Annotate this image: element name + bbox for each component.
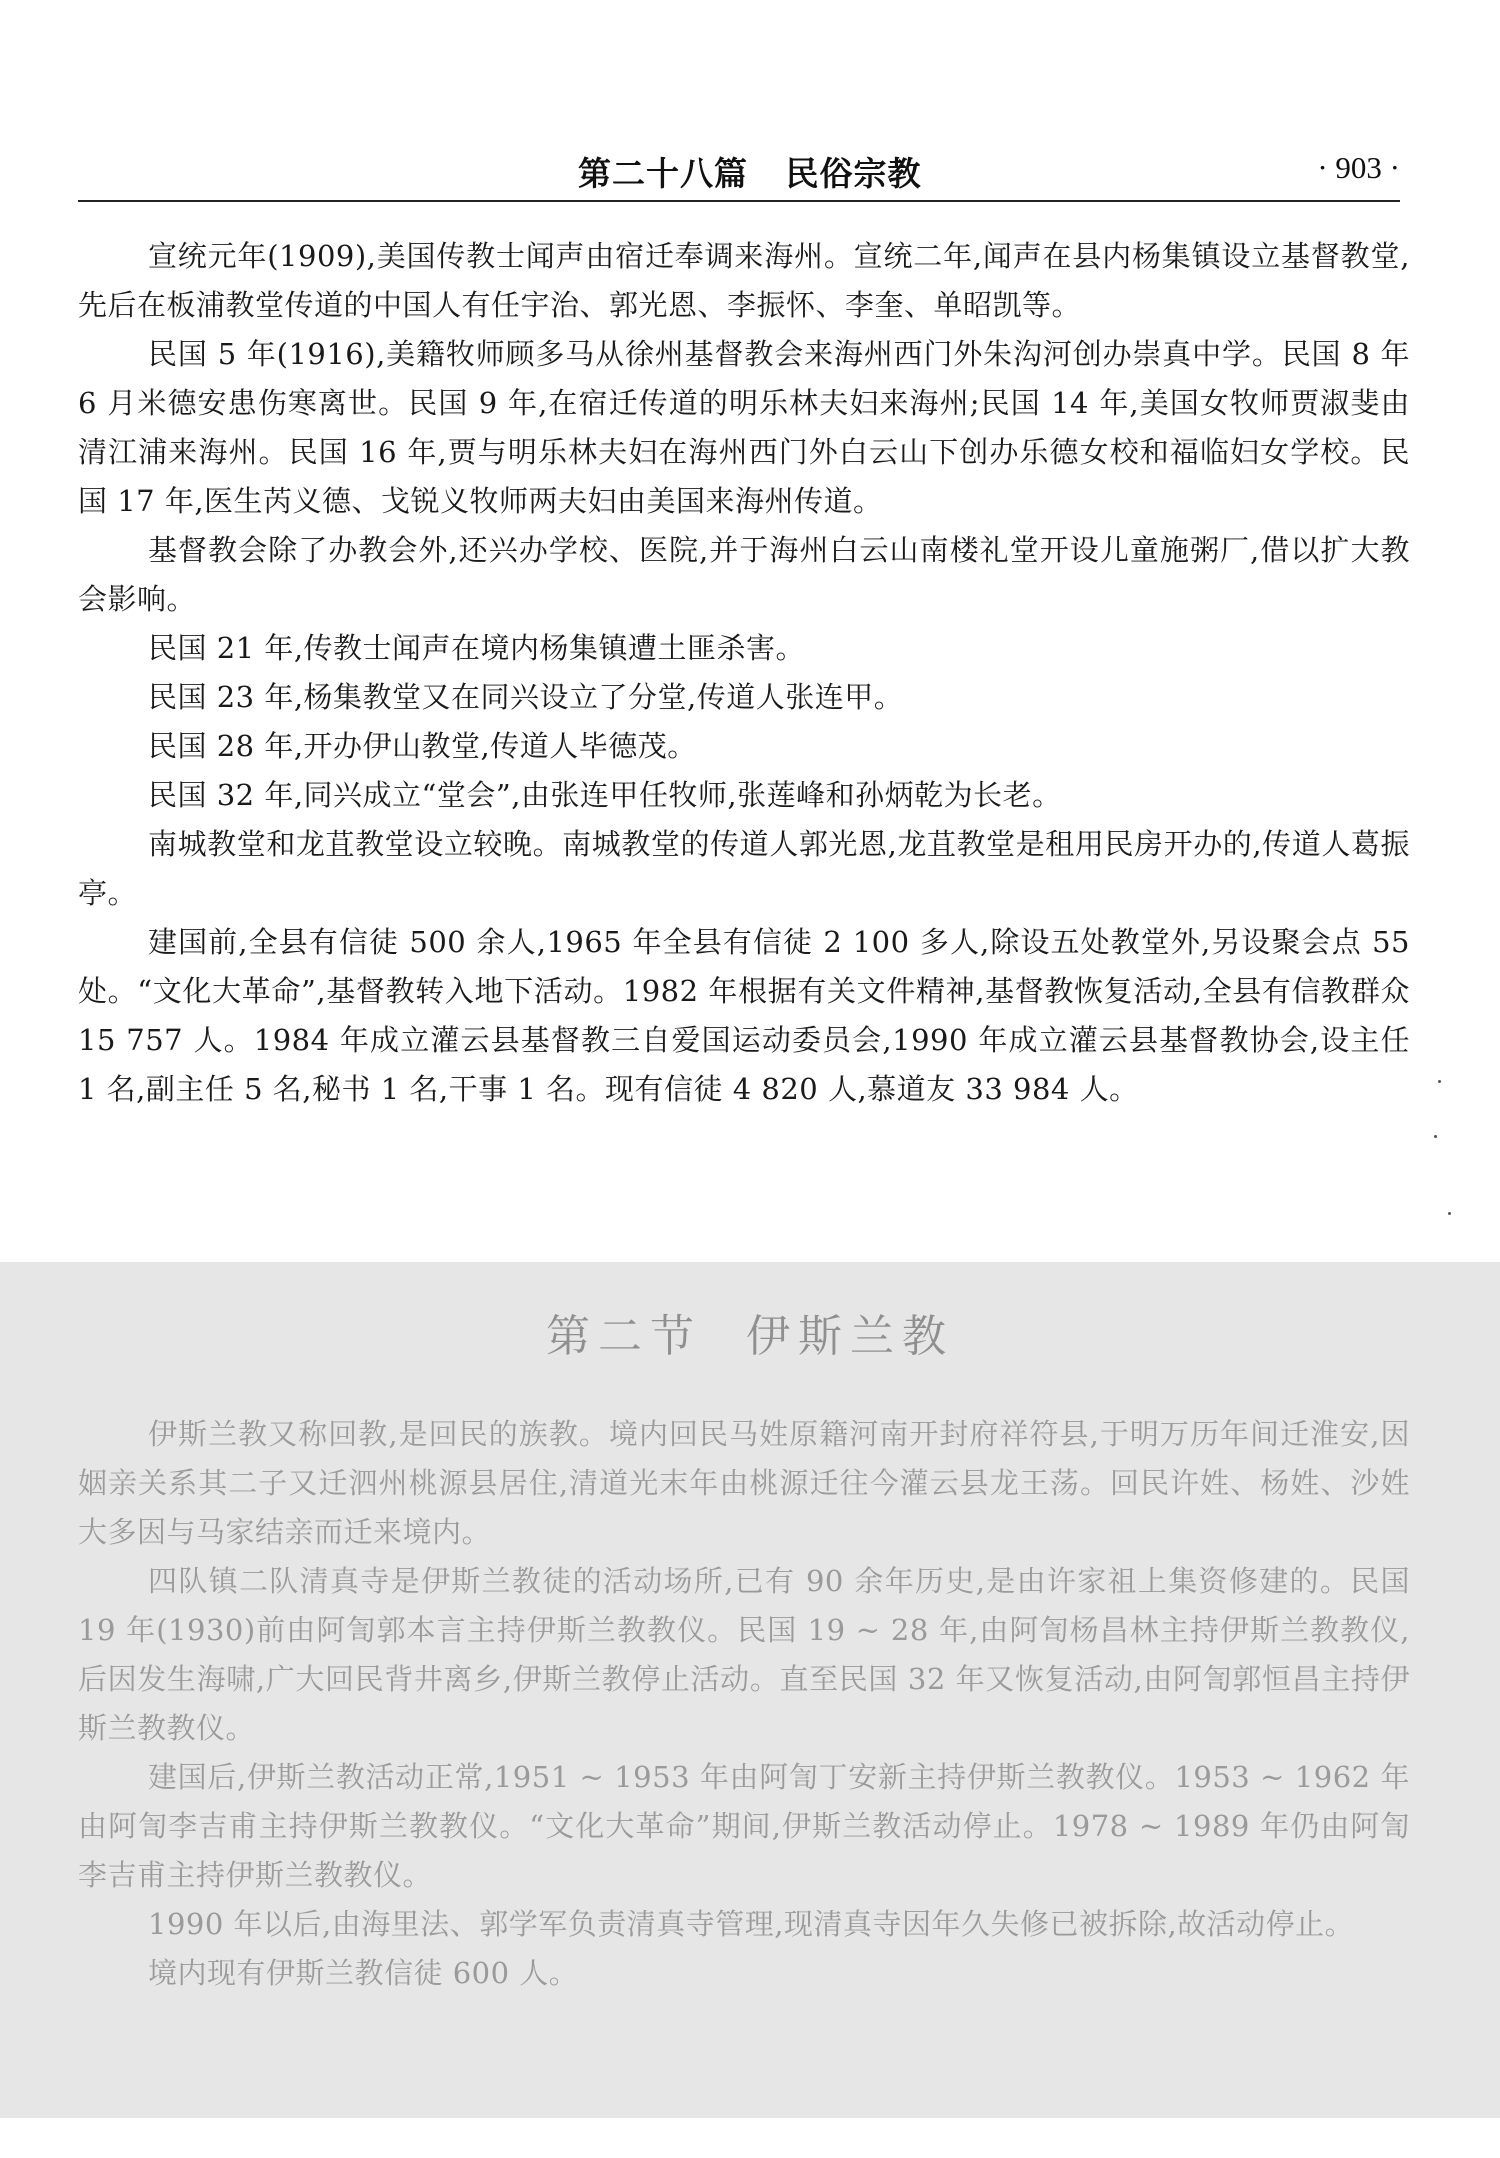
page-number: · 903 · — [1317, 150, 1400, 185]
paragraph: 民国 28 年,开办伊山教堂,传道人毕德茂。 — [148, 729, 697, 763]
paragraph: 南城教堂和龙苴教堂设立较晚。南城教堂的传道人郭光恩,龙苴教堂是租用民房开办的,传道人葛振亭。 — [78, 827, 1410, 910]
stray-mark — [1434, 1135, 1437, 1138]
paragraph: 伊斯兰教又称回教,是回民的族教。境内回民马姓原籍河南开封府祥符县,于明万历年间迁淮安,因姻亲关系其二子又迁泗州桃源县居住,清道光末年由桃源迁往今灌云县龙王荡。回民许姓、杨姓、沙姓大多因与马家结亲而迁来境内。 — [78, 1417, 1410, 1549]
paragraph: 宣统元年(1909),美国传教士闻声由宿迁奉调来海州。宣统二年,闻声在县内杨集镇设立基督教堂,先后在板浦教堂传道的中国人有任宇治、郭光恩、李振怀、李奎、单昭凯等。 — [78, 239, 1410, 322]
paragraph: 民国 23 年,杨集教堂又在同兴设立了分堂,传道人张连甲。 — [148, 680, 904, 714]
islam-section — [78, 1410, 1410, 1998]
paragraph: 基督教会除了办教会外,还兴办学校、医院,并于海州白云山南楼礼堂开设儿童施粥厂,借以扩大教会影响。 — [78, 533, 1410, 616]
paragraph: 建国后,伊斯兰教活动正常,1951 ~ 1953 年由阿訇丁安新主持伊斯兰教教仪。1953 ~ 1962 年由阿訇李吉甫主持伊斯兰教教仪。“文化大革命”期间,伊斯兰教活动停止。1978 ~ 1989 年仍由阿訇李吉甫主持伊斯兰教教仪。 — [78, 1760, 1410, 1892]
paragraph: 民国 5 年(1916),美籍牧师顾多马从徐州基督教会来海州西门外朱沟河创办崇真中学。民国 8 年 6 月米德安患伤寒离世。民国 9 年,在宿迁传道的明乐林夫妇来海州;民国 14 年,美国女牧师贾淑斐由清江浦来海州。民国 16 年,贾与明乐林夫妇在海州西门外白云山下创办乐德女校和福临妇女学校。民国 17 年,医生芮义德、戈锐义牧师两夫妇由美国来海州传道。 — [78, 337, 1410, 518]
paragraph: 民国 32 年,同兴成立“堂会”,由张连甲任牧师,张莲峰和孙炳乾为长老。 — [148, 778, 1062, 812]
paragraph: 1990 年以后,由海里法、郭学军负责清真寺管理,现清真寺因年久失修已被拆除,故活动停止。 — [148, 1907, 1355, 1941]
christianity-section — [78, 232, 1410, 1114]
stray-mark — [1438, 1080, 1441, 1083]
paragraph: 民国 21 年,传教士闻声在境内杨集镇遭土匪杀害。 — [148, 631, 806, 665]
paragraph: 境内现有伊斯兰教信徒 600 人。 — [148, 1956, 579, 1990]
chapter-title: 第二十八篇 民俗宗教 — [578, 154, 922, 193]
page-header — [78, 140, 1400, 200]
stray-mark — [1448, 1212, 1451, 1215]
paragraph: 四队镇二队清真寺是伊斯兰教徒的活动场所,已有 90 余年历史,是由许家祖上集资修建的。民国 19 年(1930)前由阿訇郭本言主持伊斯兰教教仪。民国 19 ~ 28 年,由阿訇杨昌林主持伊斯兰教教仪,后因发生海啸,广大回民背井离乡,伊斯兰教停止活动。直至民国 32 年又恢复活动,由阿訇郭恒昌主持伊斯兰教教仪。 — [78, 1564, 1410, 1745]
paragraph: 建国前,全县有信徒 500 余人,1965 年全县有信徒 2 100 多人,除设五处教堂外,另设聚会点 55 处。“文化大革命”,基督教转入地下活动。1982 年根据有关文件精神,基督教恢复活动,全县有信教群众 15 757 人。1984 年成立灌云县基督教三自爱国运动委员会,1990 年成立灌云县基督教协会,设主任 1 名,副主任 5 名,秘书 1 名,干事 1 名。现有信徒 4 820 人,慕道友 33 984 人。 — [78, 925, 1410, 1106]
section-heading: 第二节 伊斯兰教 — [546, 1311, 954, 1362]
header-rule — [78, 200, 1400, 202]
